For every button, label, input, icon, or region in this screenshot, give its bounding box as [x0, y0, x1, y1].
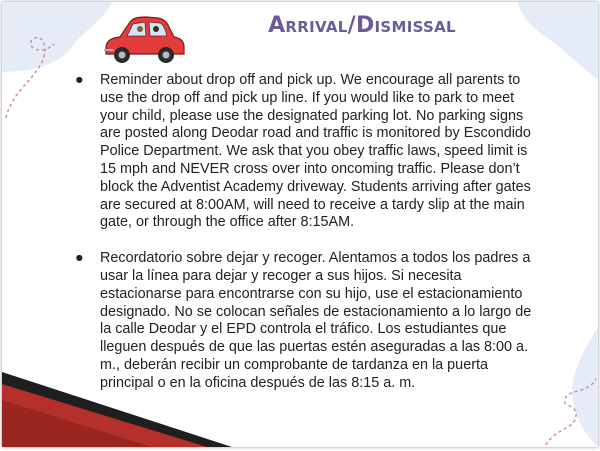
- slide-title: Arrival/Dismissal: [268, 13, 456, 38]
- decorative-stripes: [2, 362, 242, 447]
- bullet-dot-icon: ●: [75, 72, 84, 88]
- slide: [2, 2, 598, 447]
- dotted-swirl-left: [2, 22, 72, 122]
- slide-content: [72, 72, 542, 411]
- bullet-dot-icon: ●: [75, 250, 84, 267]
- bullet-english: [72, 72, 542, 232]
- red-car-icon: [100, 8, 186, 68]
- bullet-text: Reminder about drop off and pick up. We encourage all parents to use the drop off and pick up line. If you would like to park to meet your child, please use the designated parking lot. No parking signs are posted along Deodar road and traffic is monitored by Escondido Police Department. We ask that you obey traffic laws, speed limit is 15 mph and NEVER cross over into oncoming traffic. Please don’t block the Adventist Academy driveway. Students arriving after gates are secured at 8:00AM, will need to receive a tardy slip at the main gate, or through the office after 8:15AM.: [100, 72, 531, 231]
- bullet-text: Recordatorio sobre dejar y recoger. Alentamos a todos los padres a usar la línea para dejar y recoger a sus hijos. Si necesita estacionarse para encontrarse con su hijo, use el estacionamiento designado. No se colocan señales de estacionamiento a lo largo de la calle Deodar y el EPD controla el tráfico. Los estudiantes que lleguen después de que las puertas estén aseguradas a las 8:00 a. m., deberán recibir un comprobante de tardanza en la puerta principal o en la oficina después de las 8:15 a. m.: [100, 250, 532, 391]
- corner-blob-top-right: [508, 2, 598, 82]
- dotted-swirl-bottom-right: [538, 367, 598, 447]
